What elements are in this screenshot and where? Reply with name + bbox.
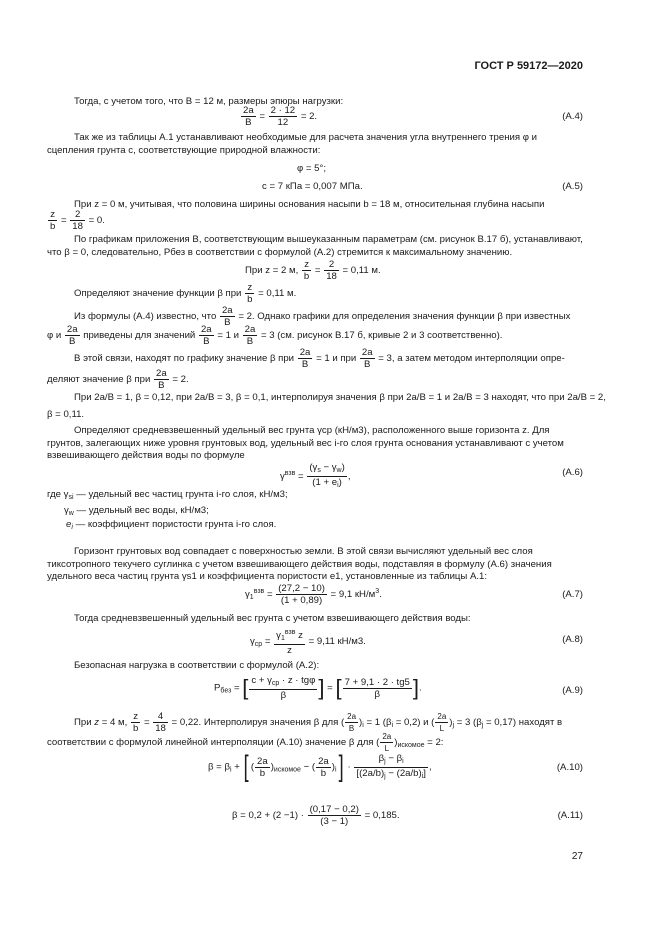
definition: где $\gamma_{si}$ — удельный вес частиц грунта i-го слоя, кН/м3; <box>47 489 288 501</box>
paragraph: При z = 0 м, учитывая, что половина ширины основания насыпи b = 18 м, относительная глубина насыпи <box>74 199 545 210</box>
paragraph: По графикам приложения В, соответствующим вышеуказанным параметрам (см. рисунок В.17 б), устанавливают, что β = 0, следовательно, Pбез в соответствии с формулой (А.2) стремится к максимальному значению. <box>47 234 583 258</box>
eq-label: (А.10) <box>556 762 583 773</box>
formula-a7: $\gamma_1^{взв}$ = $\frac{(27,2 - 10)}{(1 + 0,89)}$ = 9,1 $кН/м^3$. <box>245 583 382 606</box>
formula-c: c = 7 кПа = 0,007 МПа. <box>262 181 363 192</box>
paragraph: Так же из таблицы А.1 устанавливают необходимые для расчета значения угла внутреннего трения φ и сцепления грунта c, соответствующие природной влажности: <box>47 132 537 156</box>
paragraph: Тогда средневзвешенный удельный вес грунта с учетом взвешивающего действия воды: <box>74 613 471 624</box>
eq-label: (А.6) <box>562 467 583 478</box>
paragraph: Горизонт грунтовых вод совпадает с поверхностью земли. В этой связи вычисляют удельный вес слоя тиксотропного текучего суглинка с учетом взвешивающего действия воды, подставляя в формулу (А.6) значения удельного веса частиц грунта γs1 и коэффициента пористости e1, установленные из таблицы А.1: <box>47 546 552 582</box>
paragraph: В этой связи, находят по графику значение β при $\frac{2a}{B}$ = 1 и при $\frac{2a}{B}$ = 3, а затем методом интерполяции опре- <box>74 347 565 370</box>
eq-label: (А.5) <box>562 181 583 192</box>
eq-label: (А.7) <box>562 589 583 600</box>
definition: $\gamma_w$ — удельный вес воды, кН/м3; <box>64 505 209 517</box>
formula-a9: $P_{без}$ = [ $c + \gamma_{ср} \cdot z \cdot tg\varphi$ β ] = [ $\frac{7 + 9,1 \cdot 2 \cdot tg5}{\beta}$ ]. <box>214 675 422 701</box>
definition: $e_i$ — коэффициент пористости грунта i-го слоя. <box>66 519 277 531</box>
standard-header: ГОСТ Р 59172—2020 <box>474 60 583 72</box>
formula-a11: β = 0,2 + (2 −1) · $\frac{(0,17 - 0,2)}{(3 - 1)}$ = 0,185. <box>232 804 400 827</box>
paragraph: Тогда, с учетом того, что B = 12 м, размеры эпюры нагрузки: <box>74 96 344 107</box>
paragraph: φ и $\frac{2a}{B}$ приведены для значений $\frac{2a}{B}$ = 1 и $\frac{2a}{B}$ = 3 (см. рисунок В.17 б, кривые 2 и 3 соответственно). <box>47 324 503 347</box>
paragraph: деляют значение β при $\frac{2a}{B}$ = 2. <box>47 368 189 391</box>
formula-a4: $\frac{2a}{B}$ = $\frac{2 \cdot 12}{12}$ = 2. <box>243 105 318 128</box>
eq-label: (А.11) <box>557 810 583 821</box>
eq-label: (А.9) <box>562 685 583 696</box>
paragraph: β = 0,11. <box>47 409 85 420</box>
eq-label: (А.8) <box>562 634 583 645</box>
paragraph: При 2a/B = 1, β = 0,12, при 2a/B = 3, β = 0,1, интерполируя значения β при 2a/B = 1 и 2a/B = 3 находят, что при 2a/B = 2, <box>74 392 606 403</box>
formula-phi: φ = 5°; <box>297 163 326 174</box>
formula-z2: При z = 2 м, $\frac{z}{b}$ = $\frac{2}{18}$ = 0,11 м. <box>245 259 381 282</box>
paragraph: Из формулы (А.4) известно, что $\frac{2a}{B}$ = 2. Однако графики для определения значения функции β при известных <box>74 305 571 328</box>
paragraph: Определяют значение функции β при $\frac{z}{b}$ = 0,11 м. <box>74 282 297 305</box>
formula-a6: $\gamma^{взв}$ = $\frac{(\gamma_s - \gamma_w)}{(1 + e_i)}$ , <box>280 462 351 489</box>
paragraph: Определяют средневзвешенный удельный вес грунта γср (кН/м3), расположенного выше горизонта z. Для грунтов, залегающих ниже уровня грунтовых вод, удельный вес i-го слоя грунта основания устанавливают с учетом взвешивающего действия воды по формуле <box>47 425 564 461</box>
eq-label: (А.4) <box>562 111 583 122</box>
paragraph: соответствии с формулой линейной интерполяции (А.10) значение β для ( $\frac{2a}{L}$ )$_{искомое} = 2$: <box>47 732 444 753</box>
formula-a8: $\gamma_{ср}$ = $\gamma_1^{взв}$ z z = 9,11 кН/м3. <box>250 629 366 656</box>
paragraph: Безопасная нагрузка в соответствии с формулой (А.2): <box>74 660 320 671</box>
page-number: 27 <box>571 851 583 862</box>
formula-zb: $\frac{z}{b}$ = $\frac{2}{18}$ = 0. <box>50 209 105 232</box>
formula-a10: $\beta = \beta_i$ + [ ( $\frac{2a}{b}$ )$_{искомое}$ − ( $\frac{2a}{b}$ )$_i$] · $\frac{\beta_j - \beta_i}{[(2a/b)_j - (2a/b)_i]}$ , <box>208 750 432 783</box>
paragraph: При z = 4 м, $\frac{z}{b}$ = $\frac{4}{18}$ = 0,22. Интерполируя значения β для ( $\frac{2a}{B}$ )$_i = 1$ $(\beta_i = 0,2)$ и ( $\frac{2a}{L}$ )$_j = 3$ $(\beta_j = 0,17)$ находят в <box>74 711 563 734</box>
